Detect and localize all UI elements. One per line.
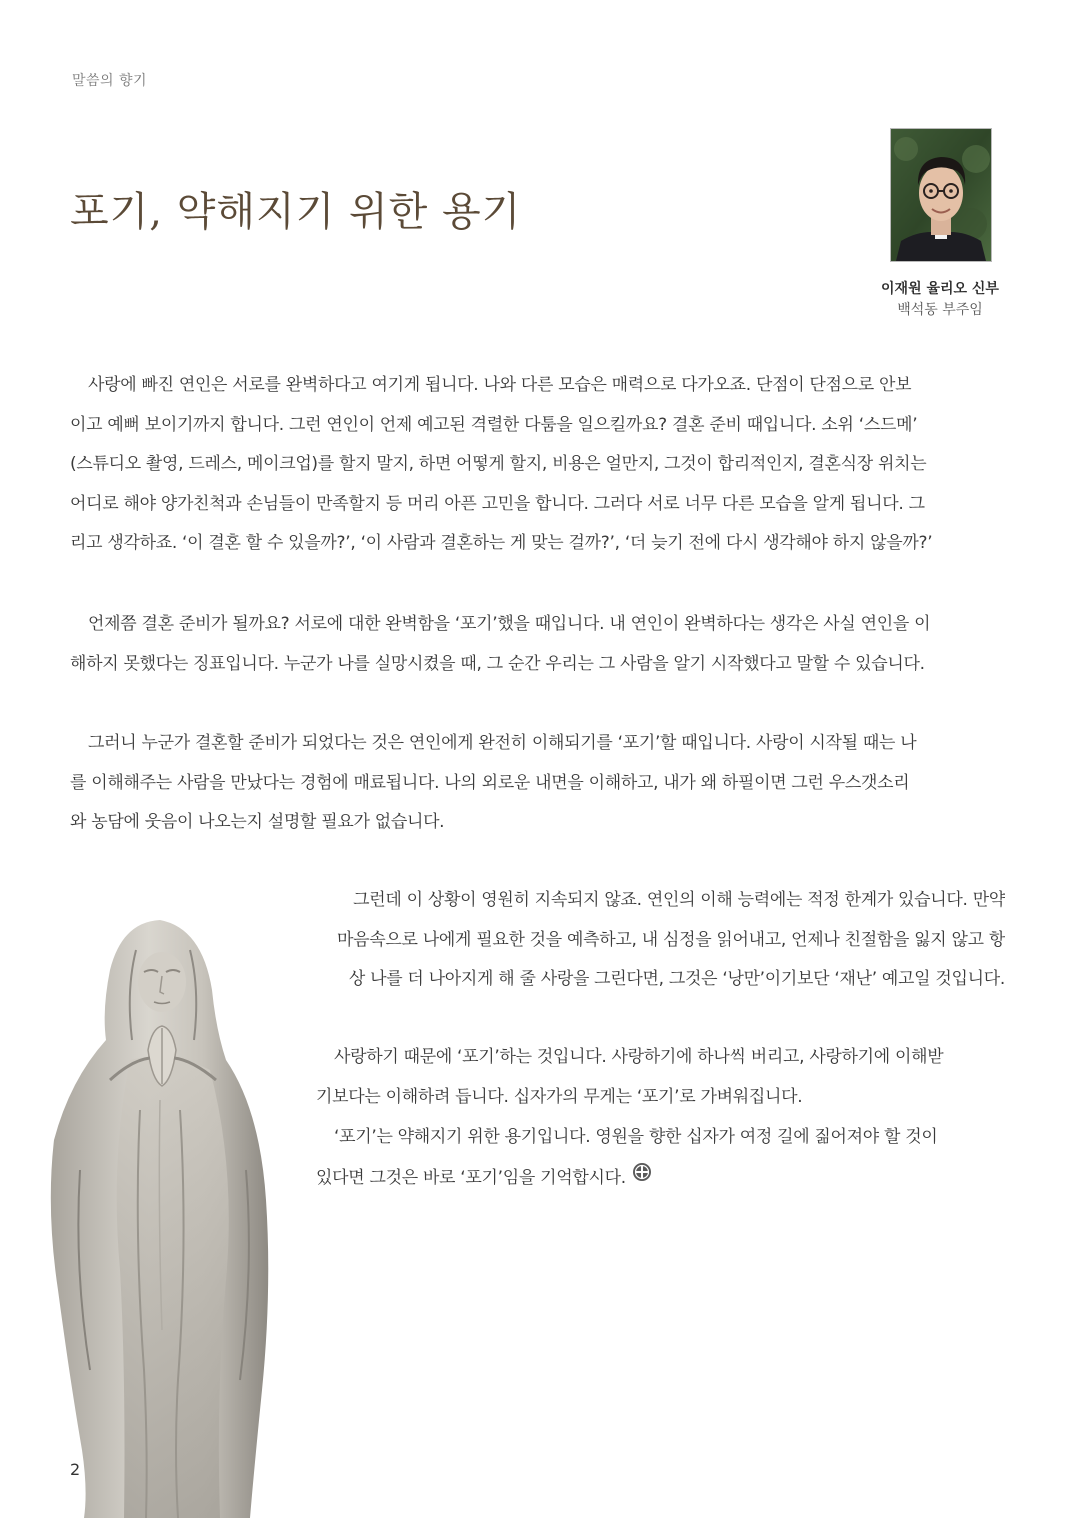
paragraph-3	[70, 724, 1005, 843]
article-title: 포기, 약해지기 위한 용기	[70, 189, 522, 235]
paragraph-line: 를 이해해주는 사람을 만났다는 경험에 매료됩니다. 나의 외로운 내면을 이해하고, 내가 왜 하필이면 그런 우스갯소리	[70, 772, 910, 793]
paragraph-line: 어디로 해야 양가친척과 손님들이 만족할지 등 머리 아픈 고민을 합니다. 그러다 서로 너무 다른 모습을 알게 됩니다. 그	[70, 493, 925, 514]
author-name: 이재원 율리오 신부	[881, 281, 999, 297]
paragraph-last-line	[316, 1158, 1005, 1198]
paragraph-line: 사랑에 빠진 연인은 서로를 완벽하다고 여기게 됩니다. 나와 다른 모습은 매력으로 다가오죠. 단점이 단점으로 안보	[88, 375, 912, 395]
paragraph-line: 기보다는 이해하려 듭니다. 십자가의 무게는 ‘포기’로 가벼워집니다.	[316, 1086, 803, 1107]
paragraph-4	[272, 881, 1005, 1000]
paragraph-line: 언제쯤 결혼 준비가 될까요? 서로에 대한 완벽함을 ‘포기’했을 때입니다. 내 연인이 완벽하다는 생각은 사실 연인을 이	[88, 614, 931, 634]
paragraph-line: 그러니 누군가 결혼할 준비가 되었다는 것은 연인에게 완전히 이해되기를 ‘포기’할 때입니다. 사랑이 시작될 때는 나	[88, 733, 917, 753]
paragraph-1	[70, 366, 1005, 564]
paragraph-line: (스튜디오 촬영, 드레스, 메이크업)를 할지 말지, 하면 어떻게 할지, 비용은 얼만지, 그것이 합리적인지, 결혼식장 위치는	[70, 454, 927, 474]
paragraph-2	[70, 605, 1005, 684]
section-label: 말씀의 향기	[72, 73, 148, 89]
paragraph-6	[316, 1118, 1005, 1198]
paragraph-line: 와 농담에 웃음이 나오는지 설명할 필요가 없습니다.	[70, 812, 445, 832]
cross-circle-icon	[632, 1158, 652, 1198]
author-photo	[890, 128, 992, 262]
paragraph-5	[316, 1038, 1005, 1117]
paragraph-line: 리고 생각하죠. ‘이 결혼 할 수 있을까?’, ‘이 사람과 결혼하는 게 맞는 걸까?’, ‘더 늦기 전에 다시 생각해야 하지 않을까?’	[70, 533, 933, 553]
paragraph-line: 그런데 이 상황이 영원히 지속되지 않죠. 연인의 이해 능력에는 적정 한계가 있습니다. 만약	[353, 890, 1005, 910]
paragraph-line: 해하지 못했다는 징표입니다. 누군가 나를 실망시켰을 때, 그 순간 우리는 그 사람을 알기 시작했다고 말할 수 있습니다.	[70, 653, 925, 674]
paragraph-line-text: 있다면 그것은 바로 ‘포기’임을 기억합시다.	[316, 1167, 626, 1188]
author-role: 백석동 부주임	[897, 302, 983, 318]
paragraph-line: ‘포기’는 약해지기 위한 용기입니다. 영원을 향한 십자가 여정 길에 짊어져야 할 것이	[334, 1127, 938, 1147]
paragraph-line: 마음속으로 나에게 필요한 것을 예측하고, 내 심정을 읽어내고, 언제나 친절함을 잃지 않고 항	[337, 929, 1005, 950]
paragraph-line: 상 나를 더 나아지게 해 줄 사랑을 그린다면, 그것은 ‘낭만’이기보단 ‘재난’ 예고일 것입니다.	[348, 969, 1005, 989]
paragraph-line: 이고 예뻐 보이기까지 합니다. 그런 연인이 언제 예고된 격렬한 다툼을 일으킬까요? 결혼 준비 때입니다. 소위 ‘스드메’	[70, 414, 918, 435]
paragraph-line: 사랑하기 때문에 ‘포기’하는 것입니다. 사랑하기에 하나씩 버리고, 사랑하기에 이해받	[334, 1047, 944, 1067]
statue-illustration	[40, 910, 280, 1518]
page-number: 2	[70, 1460, 81, 1479]
